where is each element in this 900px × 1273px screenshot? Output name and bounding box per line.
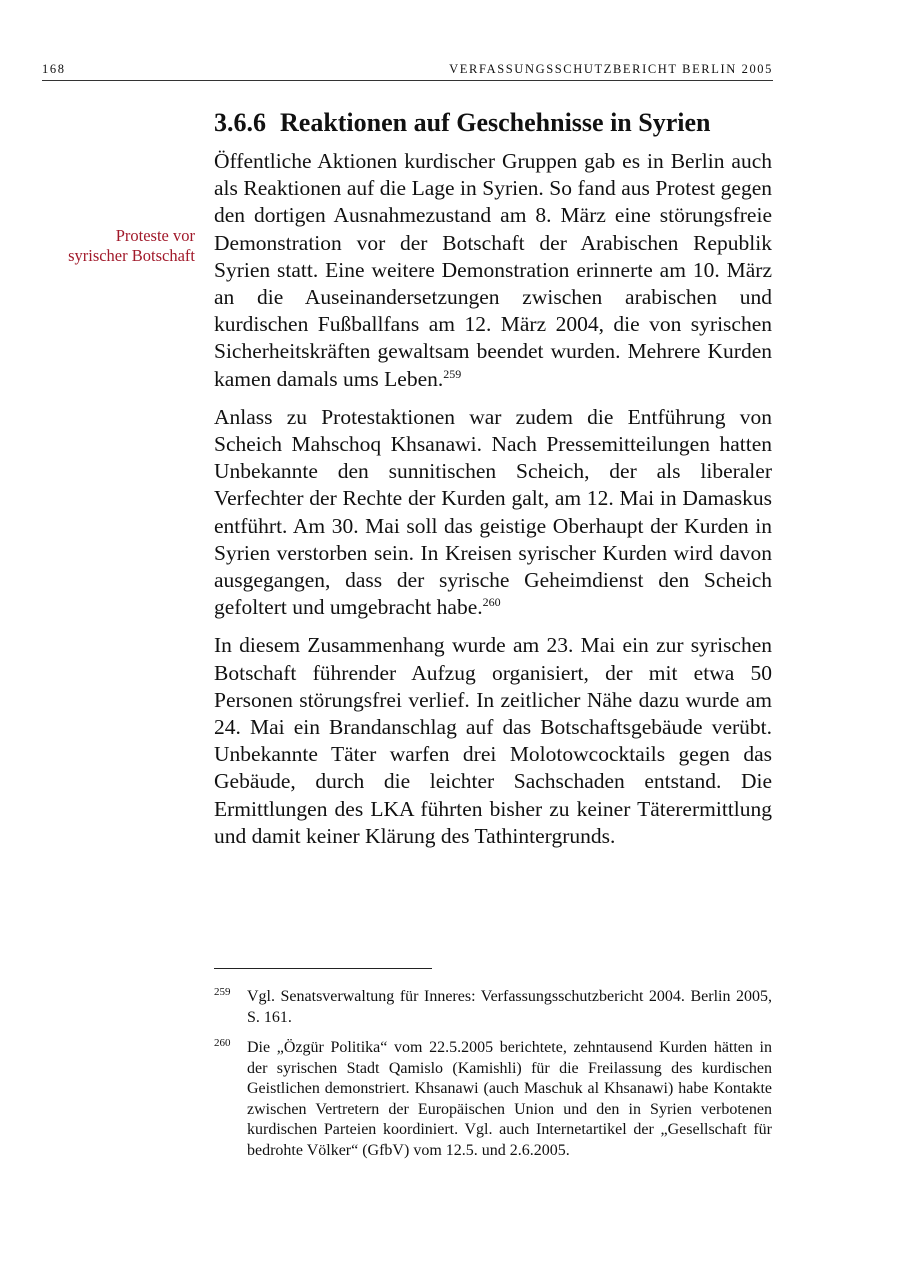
- paragraph: [214, 632, 772, 850]
- section-number: 3.6.6: [214, 108, 266, 137]
- footnote-text: Die „Özgür Politika“ vom 22.5.2005 berichtete, zehntausend Kurden hätten in der syrischen Stadt Qamislo (Kamishli) für die Freilassung des kurdischen Geistlichen demonstriert. Khsanawi (auch Maschuk al Khsanawi) habe Kontakte zwischen Vertretern der Europäischen Union und den in Syrien verbotenen kurdischen Parteien koordiniert. Vgl. auch Internetartikel der „Gesellschaft für bedrohte Völker“ (GfbV) vom 12.5. und 2.6.2005.: [247, 1039, 772, 1159]
- margin-note-line: Proteste vor: [115, 226, 195, 245]
- section-title: Reaktionen auf Geschehnisse in Syrien: [280, 108, 711, 137]
- paragraph-text: Anlass zu Protestaktionen war zudem die Entführung von Scheich Mahschoq Khsanawi. Nach Pressemitteilungen hatten Unbekannte den sunnitischen Scheich, der als liberaler Verfechter der Rechte der Kurden galt, am 12. Mai in Damaskus entführt. Am 30. Mai soll das geistige Oberhaupt der Kurden in Syrien verstorben sein. In Kreisen syrischer Kurden wird davon ausgegangen, dass der syrische Geheimdienst den Scheich gefoltert und umgebracht habe.: [214, 404, 772, 620]
- running-head: [42, 62, 773, 81]
- paragraph: [214, 148, 772, 393]
- footnote-marker: 259: [214, 986, 231, 998]
- body-text: [214, 148, 772, 861]
- margin-note: [68, 226, 195, 266]
- page-number: 168: [42, 62, 66, 76]
- paragraph: [214, 404, 772, 622]
- footnote-text: Vgl. Senatsverwaltung für Inneres: Verfassungsschutzbericht 2004. Berlin 2005, S. 161.: [247, 988, 772, 1026]
- footnotes: [214, 987, 772, 1171]
- footnote: [214, 987, 772, 1028]
- margin-note-line: syrischer Botschaft: [68, 246, 195, 265]
- footnote-marker: 260: [214, 1037, 231, 1049]
- footnote-reference[interactable]: 259: [443, 366, 462, 381]
- section-heading: [214, 107, 711, 139]
- footnote: [214, 1038, 772, 1161]
- running-head-title: VERFASSUNGSSCHUTZBERICHT BERLIN 2005: [449, 62, 773, 76]
- paragraph-text: Öffentliche Aktionen kurdischer Gruppen gab es in Berlin auch als Reaktionen auf die Lage in Syrien. So fand aus Protest gegen den dortigen Ausnahmezustand am 8. März eine störungsfreie Demonstration vor der Botschaft der Arabischen Republik Syrien statt. Eine weitere Demonstration erinnerte am 10. März an die Auseinandersetzungen zwischen arabischen und kurdischen Fußballfans am 12. März 2004, die von syrischen Sicherheitskräften gewaltsam beendet wurden. Mehrere Kurden kamen damals ums Leben.: [214, 149, 772, 391]
- footnote-separator: [214, 968, 432, 969]
- footnote-reference[interactable]: 260: [482, 595, 501, 610]
- paragraph-text: In diesem Zusammenhang wurde am 23. Mai ein zur syrischen Botschaft führender Aufzug organisiert, der mit etwa 50 Personen störungsfrei verlief. In zeitlicher Nähe dazu wurde am 24. Mai ein Brandanschlag auf das Botschaftsgebäude verübt. Unbekannte Täter warfen drei Molotowcocktails gegen das Gebäude, durch die leichter Sachschaden entstand. Die Ermittlungen des LKA führten bisher zu keiner Täterermittlung und damit keiner Klärung des Tathintergrunds.: [214, 633, 772, 848]
